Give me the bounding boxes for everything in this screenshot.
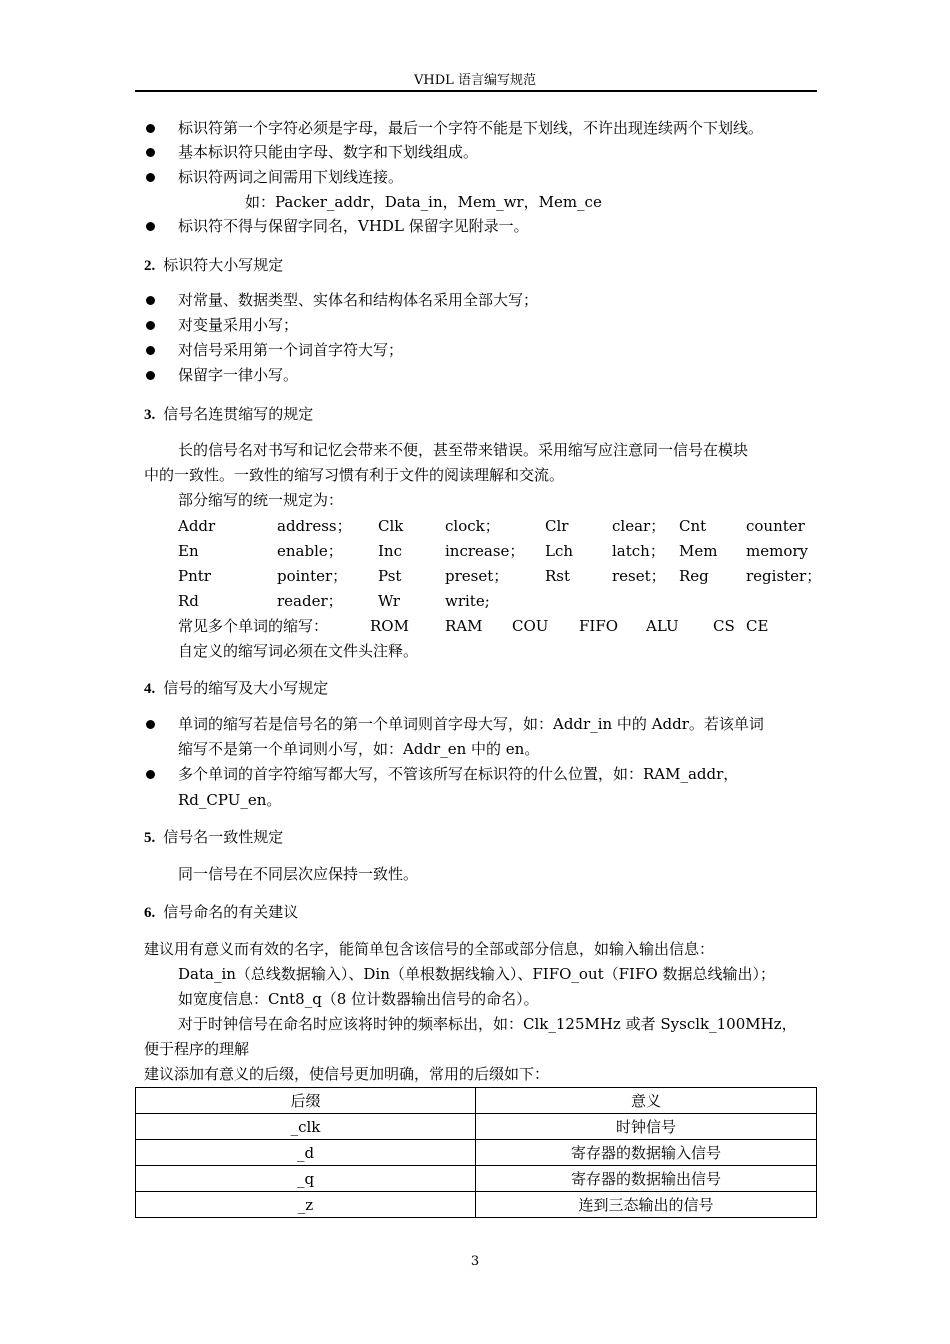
paragraph-line: 中的一致性。一致性的缩写习惯有利于文件的阅读理解和交流。 (144, 466, 565, 484)
abbr-cell: pointer； (277, 567, 348, 585)
section-heading (144, 678, 328, 699)
table-header-cell: 意义 (476, 1088, 817, 1114)
table-row (136, 1192, 817, 1218)
section-number: 5. (144, 830, 156, 846)
list-item: 基本标识符只能由字母、数字和下划线组成。 (178, 143, 479, 161)
abbr-cell: address； (277, 517, 352, 535)
table-row (136, 1140, 817, 1166)
paragraph: 同一信号在不同层次应保持一致性。 (178, 865, 419, 883)
table-header-cell: 后缀 (136, 1088, 476, 1114)
paragraph-line: 长的信号名对书写和记忆会带来不便，甚至带来错误。采用缩写应注意同一信号在模块 (178, 441, 749, 459)
table-cell: 寄存器的数据输出信号 (476, 1166, 817, 1192)
abbr-cell: counter (746, 517, 805, 535)
abbr-cell: register； (746, 567, 822, 585)
bullet-icon (146, 173, 155, 182)
abbr-cell: latch； (612, 542, 665, 560)
custom-abbr-note: 自定义的缩写词必须在文件头注释。 (178, 642, 419, 660)
multi-abbr-item: FIFO (579, 617, 619, 635)
section-heading (144, 255, 283, 276)
abbr-cell: clock； (445, 517, 500, 535)
abbr-cell: increase； (445, 542, 525, 560)
bullet-icon (146, 296, 155, 305)
list-item: 保留字一律小写。 (178, 366, 299, 384)
section-heading (144, 827, 283, 848)
abbr-cell: write; (445, 592, 490, 610)
multi-abbr-item: ROM (370, 617, 409, 635)
list-item: 多个单词的首字符缩写都大写，不管该所写在标识符的什么位置，如：RAM_addr， (178, 765, 739, 783)
abbr-cell: Clk (378, 517, 404, 535)
abbr-cell: Rd (178, 592, 199, 610)
abbr-cell: Pst (378, 567, 402, 585)
table-cell: _d (136, 1140, 476, 1166)
page-number: 3 (470, 1254, 480, 1269)
section-title: 信号的缩写及大小写规定 (163, 679, 329, 697)
abbr-cell: clear； (612, 517, 666, 535)
section-title: 信号名一致性规定 (163, 828, 284, 846)
paragraph-line: 建议用有意义而有效的名字，能简单包含该信号的全部或部分信息，如输入输出信息： (144, 940, 715, 958)
bullet-icon (146, 720, 155, 729)
abbr-cell: Clr (545, 517, 569, 535)
abbr-cell: reset； (612, 567, 666, 585)
abbr-cell: Pntr (178, 567, 211, 585)
bullet-icon (146, 222, 155, 231)
abbr-cell: Reg (679, 567, 709, 585)
paragraph-line: 便于程序的理解 (144, 1040, 250, 1058)
bullet-icon (146, 148, 155, 157)
list-item: 对信号采用第一个词首字符大写； (178, 341, 404, 359)
section-number: 2. (144, 258, 156, 274)
table-cell: _q (136, 1166, 476, 1192)
table-header-row (136, 1088, 817, 1114)
paragraph-line: 建议添加有意义的后缀，使信号更加明确，常用的后缀如下： (144, 1065, 550, 1083)
table-cell: _clk (136, 1114, 476, 1140)
list-item: 标识符不得与保留字同名，VHDL 保留字见附录一。 (178, 217, 529, 235)
bullet-icon (146, 371, 155, 380)
table-cell: 寄存器的数据输入信号 (476, 1140, 817, 1166)
paragraph-line: 如宽度信息：Cnt8_q（8 位计数器输出信号的命名）。 (178, 990, 539, 1008)
multi-abbr-item: CS (713, 617, 735, 635)
abbr-cell: Lch (545, 542, 574, 560)
table-row (136, 1114, 817, 1140)
bullet-icon (146, 346, 155, 355)
abbr-cell: Cnt (679, 517, 707, 535)
list-item-continued: Rd_CPU_en。 (178, 791, 282, 809)
section-title: 标识符大小写规定 (163, 256, 284, 274)
table-row (136, 1166, 817, 1192)
abbr-cell: Rst (545, 567, 571, 585)
abbr-cell: enable； (277, 542, 343, 560)
example-text: 如：Packer_addr，Data_in，Mem_wr，Mem_ce (245, 193, 602, 211)
bullet-icon (146, 321, 155, 330)
list-item-continued: 缩写不是第一个单词则小写，如：Addr_en 中的 en。 (178, 740, 540, 758)
multi-abbr-item: COU (512, 617, 549, 635)
multi-abbr-label: 常见多个单词的缩写： (178, 617, 329, 635)
multi-abbr-item: RAM (445, 617, 483, 635)
table-cell: 时钟信号 (476, 1114, 817, 1140)
table-cell: _z (136, 1192, 476, 1218)
list-item: 对常量、数据类型、实体名和结构体名采用全部大写； (178, 291, 539, 309)
list-item: 标识符两词之间需用下划线连接。 (178, 168, 404, 186)
paragraph-line: Data_in（总线数据输入）、Din（单根数据线输入）、FIFO_out（FIFO 数据总线输出）； (178, 965, 775, 983)
section-title: 信号命名的有关建议 (163, 903, 299, 921)
multi-abbr-item: ALU (646, 617, 679, 635)
paragraph-line: 对于时钟信号在命名时应该将时钟的频率标出，如：Clk_125MHz 或者 Sysclk_100MHz， (178, 1015, 797, 1033)
page-header-title: VHDL 语言编写规范 (414, 73, 536, 88)
section-title: 信号名连贯缩写的规定 (163, 405, 314, 423)
list-item: 对变量采用小写； (178, 316, 299, 334)
abbr-intro: 部分缩写的统一规定为： (178, 491, 344, 509)
abbr-cell: memory (746, 542, 808, 560)
abbr-cell: Addr (178, 517, 216, 535)
abbr-cell: Wr (378, 592, 400, 610)
list-item: 单词的缩写若是信号名的第一个单词则首字母大写，如：Addr_in 中的 Addr。若该单词 (178, 715, 764, 733)
section-number: 3. (144, 407, 156, 423)
abbr-cell: reader； (277, 592, 343, 610)
section-number: 4. (144, 681, 156, 697)
suffix-table (135, 1087, 817, 1218)
abbr-cell: En (178, 542, 199, 560)
header-rule (135, 90, 817, 92)
table-cell: 连到三态输出的信号 (476, 1192, 817, 1218)
bullet-icon (146, 124, 155, 133)
multi-abbr-item: CE (746, 617, 769, 635)
section-number: 6. (144, 905, 156, 921)
section-heading (144, 404, 313, 425)
abbr-cell: Inc (378, 542, 402, 560)
list-item: 标识符第一个字符必须是字母，最后一个字符不能是下划线，不许出现连续两个下划线。 (178, 119, 764, 137)
abbr-cell: preset； (445, 567, 509, 585)
bullet-icon (146, 770, 155, 779)
section-heading (144, 902, 298, 923)
abbr-cell: Mem (679, 542, 718, 560)
